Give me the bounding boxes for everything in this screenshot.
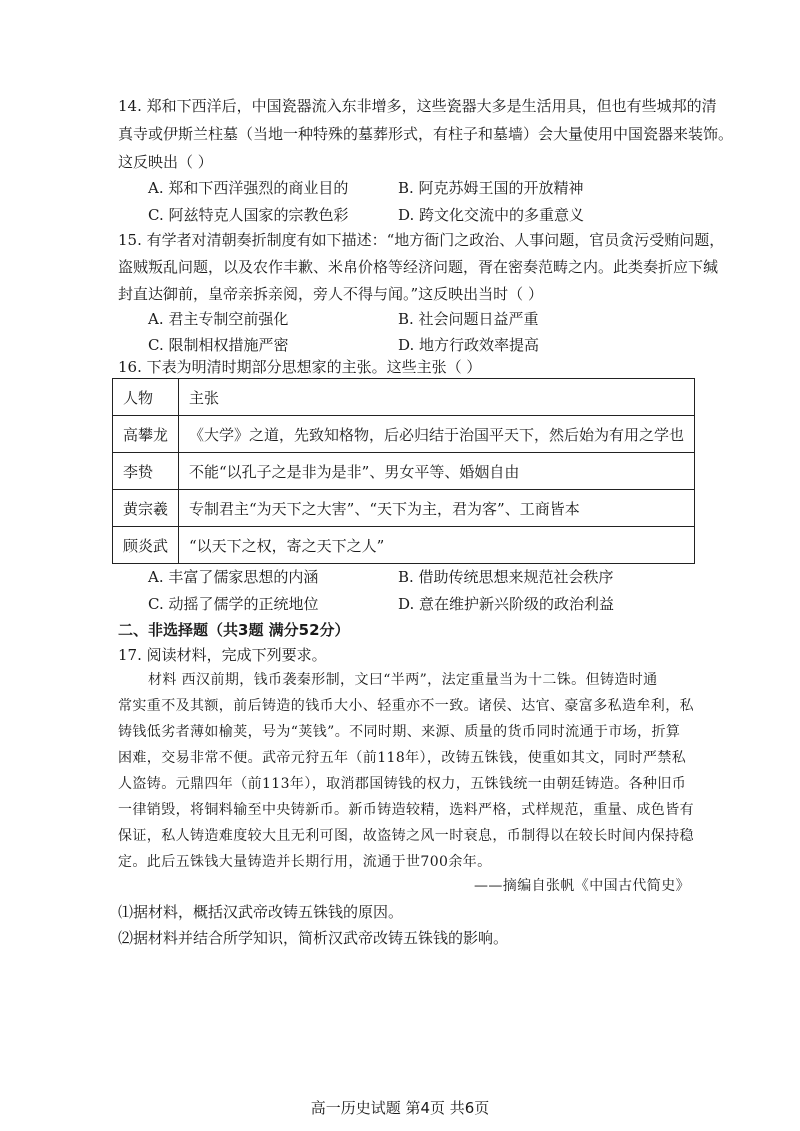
q15-line-1: 15. 有学者对清朝奏折制度有如下描述：“地方衙门之政治、人事问题，官员贪污受贿问题，	[118, 231, 725, 249]
table-header-row	[113, 379, 695, 416]
q17-sub-question-2: ⑵据材料并结合所学知识，简析汉武帝改铸五铢钱的影响。	[118, 929, 509, 947]
q17-material-line: 材料 西汉前期，钱币袭秦形制，文曰“半两”，法定重量当为十二铢。但铸造时通	[148, 672, 658, 688]
q16-option-b: B. 借助传统思想来规范社会秩序	[398, 568, 614, 586]
q14-line-2: 真寺或伊斯兰柱墓（当地一种特殊的墓葬形式，有柱子和墓墙）会大量使用中国瓷器来装饰。	[118, 125, 734, 143]
table-header-person: 人物	[113, 379, 179, 416]
section-title: 二、非选择题（共3题 满分52分）	[118, 621, 350, 639]
table-cell-view: 专制君主“为天下之大害”、“天下为主，君为客”、工商皆本	[179, 490, 695, 527]
q17-material-line: 铸钱低劣者薄如榆荚，号为“荚钱”。不同时期、来源、质量的货币同时流通于市场，折算	[118, 724, 681, 740]
thinkers-table	[112, 378, 695, 564]
q14-option-d: D. 跨文化交流中的多重意义	[398, 206, 585, 224]
q16-option-d: D. 意在维护新兴阶级的政治利益	[398, 595, 615, 613]
page-footer: 高一历史试题 第4页 共6页	[310, 1099, 490, 1117]
q15-option-c: C. 限制相权措施严密	[148, 336, 289, 354]
q14-option-b: B. 阿克苏姆王国的开放精神	[398, 179, 584, 197]
table-header-view: 主张	[179, 379, 695, 416]
table-cell-person: 顾炎武	[113, 527, 179, 564]
q14-line-1: 14. 郑和下西洋后，中国瓷器流入东非增多，这些瓷器大多是生活用具，但也有些城邦的清	[118, 97, 717, 115]
q16-stem: 16. 下表为明清时期部分思想家的主张。这些主张（ ）	[118, 358, 482, 376]
q17-source: ——摘编自张帆《中国古代简史》	[474, 878, 690, 894]
q15-line-2: 盗贼叛乱问题，以及农作丰歉、米帛价格等经济问题，胥在密奏范畴之内。此类奏折应下缄	[118, 258, 719, 276]
table-row	[113, 416, 695, 453]
table-cell-view: 不能“以孔子之是非为是非”、男女平等、婚姻自由	[179, 453, 695, 490]
q14-option-c: C. 阿兹特克人国家的宗教色彩	[148, 206, 349, 224]
table-cell-view: 《大学》之道，先致知格物，后必归结于治国平天下，然后始为有用之学也	[179, 416, 695, 453]
q15-option-a: A. 君主专制空前强化	[148, 310, 289, 328]
table-cell-person: 李贽	[113, 453, 179, 490]
q17-material-line: 定。此后五铢钱大量铸造并长期行用，流通于世700余年。	[118, 854, 492, 870]
table-row	[113, 490, 695, 527]
table-row	[113, 527, 695, 564]
q17-stem: 17. 阅读材料，完成下列要求。	[118, 646, 327, 664]
table-row	[113, 453, 695, 490]
table-cell-person: 高攀龙	[113, 416, 179, 453]
q14-option-a: A. 郑和下西洋强烈的商业目的	[148, 179, 349, 197]
q16-option-a: A. 丰富了儒家思想的内涵	[148, 568, 319, 586]
q15-line-3: 封直达御前，皇帝亲拆亲阅，旁人不得与闻。”这反映出当时（ ）	[118, 285, 543, 303]
q15-option-b: B. 社会问题日益严重	[398, 310, 539, 328]
table-cell-view: “以天下之权，寄之天下之人”	[179, 527, 695, 564]
q17-material-line: 人盗铸。元鼎四年（前113年），取消郡国铸钱的权力，五铢钱统一由朝廷铸造。各种旧币	[118, 776, 687, 792]
q17-material-line: 困难，交易非常不便。武帝元狩五年（前118年），改铸五铢钱，使重如其文，同时严禁私	[118, 750, 687, 766]
q17-material-line: 保证，私人铸造难度较大且无利可图，故盗铸之风一时衰息，币制得以在较长时间内保持稳	[118, 828, 694, 844]
q16-option-c: C. 动摇了儒学的正统地位	[148, 595, 319, 613]
q17-sub-question-1: ⑴据材料，概括汉武帝改铸五铢钱的原因。	[118, 903, 404, 921]
q17-material-line: 一律销毁，将铜料输至中央铸新币。新币铸造较精，选料严格，式样规范，重量、成色皆有	[118, 802, 694, 818]
q17-material-line: 常实重不及其额，前后铸造的钱币大小、轻重亦不一致。诸侯、达官、豪富多私造牟利，私	[118, 698, 694, 714]
table-cell-person: 黄宗羲	[113, 490, 179, 527]
q15-option-d: D. 地方行政效率提高	[398, 336, 540, 354]
q14-line-3: 这反映出（ ）	[118, 153, 213, 171]
